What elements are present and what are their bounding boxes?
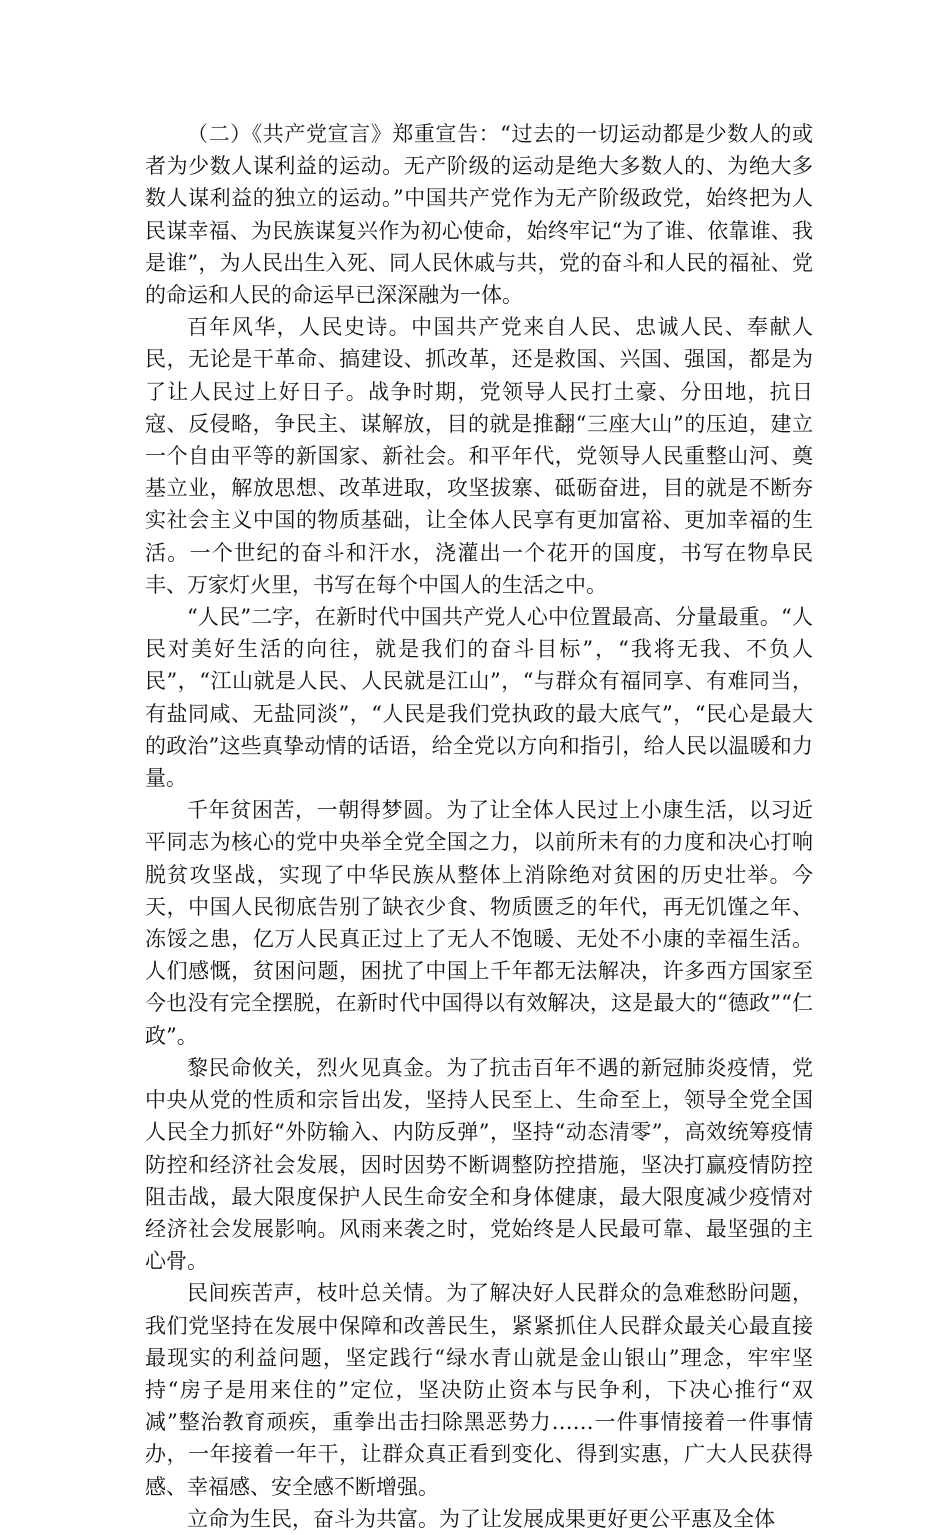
paragraph-3: “人民”二字，在新时代中国共产党人心中位置最高、分量最重。“人民对美好生活的向往，就是我们的奋斗目标”，“我将无我、不负人民”，“江山就是人民、人民就是江山”，“与群众有福同享、有难同当，有盐同咸、无盐同淡”，“人民是我们党执政的最大底气”，“民心是最大的政治”这些真挚动情的话语，给全党以方向和指引，给人民以温暖和力量。 (145, 605, 813, 791)
paragraph-5: 黎民命攸关，烈火见真金。为了抗击百年不遇的新冠肺炎疫情，党中央从党的性质和宗旨出发，坚持人民至上、生命至上，领导全党全国人民全力抓好“外防输入、内防反弹”，坚持“动态清零”，高效统筹疫情防控和经济社会发展，因时因势不断调整防控措施，坚决打赢疫情防控阻击战，最大限度保护人民生命安全和身体健康，最大限度减少疫情对经济社会发展影响。风雨来袭之时，党始终是人民最可靠、最坚强的主心骨。 (145, 1055, 813, 1274)
document-body (145, 118, 813, 1535)
paragraph-4: 千年贫困苦，一朝得梦圆。为了让全体人民过上小康生活，以习近平同志为核心的党中央举全党全国之力，以前所未有的力度和决心打响脱贫攻坚战，实现了中华民族从整体上消除绝对贫困的历史壮举。今天，中国人民彻底告别了缺衣少食、物质匮乏的年代，再无饥馑之年、冻馁之患，亿万人民真正过上了无人不饱暖、无处不小康的幸福生活。人们感慨，贫困问题，困扰了中国上千年都无法解决，许多西方国家至今也没有完全摆脱，在新时代中国得以有效解决，这是最大的“德政”“仁政”。 (145, 798, 813, 1048)
paragraph-6: 民间疾苦声，枝叶总关情。为了解决好人民群众的急难愁盼问题，我们党坚持在发展中保障和改善民生，紧紧抓住人民群众最关心最直接最现实的利益问题，坚定践行“绿水青山就是金山银山”理念，牢牢坚持“房子是用来住的”定位，坚决防止资本与民争利，下决心推行“双减”整治教育顽疾，重拳出击扫除黑恶势力……一件事情接着一件事情办，一年接着一年干，让群众真正看到变化、得到实惠，广大人民获得感、幸福感、安全感不断增强。 (145, 1281, 813, 1499)
paragraph-2: 百年风华，人民史诗。中国共产党来自人民、忠诚人民、奉献人民，无论是干革命、搞建设、抓改革，还是救国、兴国、强国，都是为了让人民过上好日子。战争时期，党领导人民打土豪、分田地，抗日寇、反侵略，争民主、谋解放，目的就是推翻“三座大山”的压迫，建立一个自由平等的新国家、新社会。和平年代，党领导人民重整山河、奠基立业，解放思想、改革进取，攻坚拔寨、砥砺奋进，目的就是不断夯实社会主义中国的物质基础，让全体人民享有更加富裕、更加幸福的生活。一个世纪的奋斗和汗水，浇灌出一个花开的国度，书写在物阜民丰、万家灯火里，书写在每个中国人的生活之中。 (145, 315, 813, 597)
paragraph-1: （二）《共产党宣言》郑重宣告：“过去的一切运动都是少数人的或者为少数人谋利益的运动。无产阶级的运动是绝大多数人的、为绝大多数人谋利益的独立的运动。”中国共产党作为无产阶级政党，始终把为人民谋幸福、为民族谋复兴作为初心使命，始终牢记“为了谁、依靠谁、我是谁”，为人民出生入死、同人民休戚与共，党的奋斗和人民的福祉、党的命运和人民的命运早已深深融为一体。 (145, 122, 813, 308)
paragraph-7: 立命为生民，奋斗为共富。为了让发展成果更好更公平惠及全体 (187, 1506, 775, 1531)
